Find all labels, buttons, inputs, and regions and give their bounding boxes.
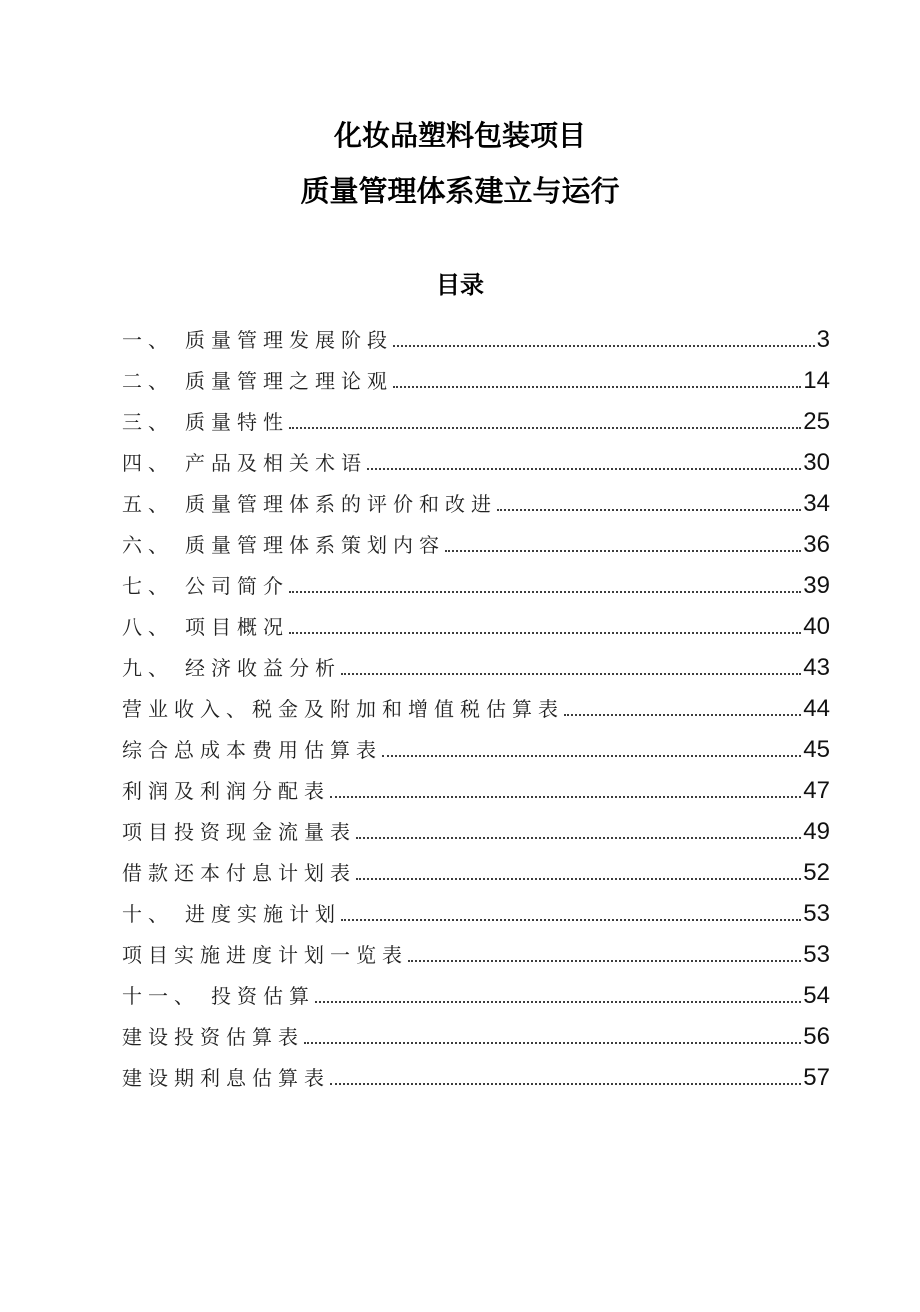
toc-entry-page: 44	[803, 695, 830, 722]
toc-entry[interactable]	[122, 360, 830, 401]
toc-entry-page: 45	[803, 736, 830, 763]
toc-entry-label: 一、 质量管理发展阶段	[122, 330, 393, 352]
toc-dot-leader	[445, 550, 801, 552]
toc-entry-label: 三、 质量特性	[122, 412, 289, 434]
toc-dot-leader	[408, 960, 801, 962]
toc-entry-label: 项目实施进度计划一览表	[122, 945, 408, 967]
toc-entry[interactable]	[122, 565, 830, 606]
toc-entry[interactable]	[122, 934, 830, 975]
toc-entry-label: 八、 项目概况	[122, 617, 289, 639]
toc-dot-leader	[564, 714, 801, 716]
toc-entry-label: 五、 质量管理体系的评价和改进	[122, 494, 497, 516]
toc-entry-page: 49	[803, 818, 830, 845]
toc-dot-leader	[367, 468, 801, 470]
toc-dot-leader	[497, 509, 801, 511]
toc-entry[interactable]	[122, 729, 830, 770]
toc-entry-label: 利润及利润分配表	[122, 781, 330, 803]
toc-list	[0, 319, 920, 1098]
toc-entry[interactable]	[122, 893, 830, 934]
toc-entry[interactable]	[122, 401, 830, 442]
toc-dot-leader	[304, 1042, 801, 1044]
toc-entry-page: 47	[803, 777, 830, 804]
toc-entry-label: 七、 公司简介	[122, 576, 289, 598]
toc-entry-page: 43	[803, 654, 830, 681]
toc-entry-page: 34	[803, 490, 830, 517]
toc-entry-label: 十一、 投资估算	[122, 986, 315, 1008]
toc-dot-leader	[289, 591, 801, 593]
document-title-line2: 质量管理体系建立与运行	[300, 176, 620, 208]
toc-entry-label: 综合总成本费用估算表	[122, 740, 382, 762]
toc-entry-page: 36	[803, 531, 830, 558]
toc-dot-leader	[289, 632, 801, 634]
toc-entry-page: 39	[803, 572, 830, 599]
toc-entry[interactable]	[122, 647, 830, 688]
toc-entry[interactable]	[122, 483, 830, 524]
toc-entry[interactable]	[122, 770, 830, 811]
toc-dot-leader	[341, 919, 801, 921]
document-title-line1: 化妆品塑料包装项目	[333, 120, 586, 151]
toc-entry[interactable]	[122, 688, 830, 729]
toc-entry-label: 十、 进度实施计划	[122, 904, 341, 926]
toc-entry-label: 九、 经济收益分析	[122, 658, 341, 680]
toc-entry-page: 53	[803, 941, 830, 968]
toc-dot-leader	[393, 345, 815, 347]
toc-entry-page: 56	[803, 1023, 830, 1050]
toc-entry[interactable]	[122, 1057, 830, 1098]
toc-entry-page: 3	[816, 326, 830, 353]
toc-entry[interactable]	[122, 319, 830, 360]
toc-entry[interactable]	[122, 606, 830, 647]
toc-dot-leader	[289, 427, 801, 429]
toc-entry-page: 40	[803, 613, 830, 640]
toc-entry-page: 52	[803, 859, 830, 886]
toc-entry[interactable]	[122, 975, 830, 1016]
toc-entry-label: 建设期利息估算表	[122, 1068, 330, 1090]
toc-entry[interactable]	[122, 1016, 830, 1057]
toc-entry[interactable]	[122, 442, 830, 483]
toc-entry-page: 30	[803, 449, 830, 476]
toc-entry[interactable]	[122, 852, 830, 893]
toc-entry-page: 14	[803, 367, 830, 394]
toc-entry-label: 营业收入、税金及附加和增值税估算表	[122, 699, 564, 721]
toc-entry-page: 54	[803, 982, 830, 1009]
toc-entry-page: 53	[803, 900, 830, 927]
toc-dot-leader	[341, 673, 801, 675]
toc-dot-leader	[356, 878, 801, 880]
toc-entry-label: 六、 质量管理体系策划内容	[122, 535, 445, 557]
toc-entry-page: 25	[803, 408, 830, 435]
toc-dot-leader	[382, 755, 801, 757]
toc-dot-leader	[356, 837, 801, 839]
toc-dot-leader	[315, 1001, 801, 1003]
toc-dot-leader	[330, 1083, 801, 1085]
toc-entry-label: 四、 产品及相关术语	[122, 453, 367, 475]
toc-entry-label: 借款还本付息计划表	[122, 863, 356, 885]
toc-dot-leader	[330, 796, 801, 798]
toc-entry[interactable]	[122, 811, 830, 852]
toc-entry[interactable]	[122, 524, 830, 565]
toc-entry-page: 57	[803, 1064, 830, 1091]
document-page	[0, 121, 920, 1312]
toc-entry-label: 项目投资现金流量表	[122, 822, 356, 844]
toc-entry-label: 建设投资估算表	[122, 1027, 304, 1049]
toc-heading: 目录	[436, 272, 484, 299]
toc-dot-leader	[393, 386, 801, 388]
toc-entry-label: 二、 质量管理之理论观	[122, 371, 393, 393]
